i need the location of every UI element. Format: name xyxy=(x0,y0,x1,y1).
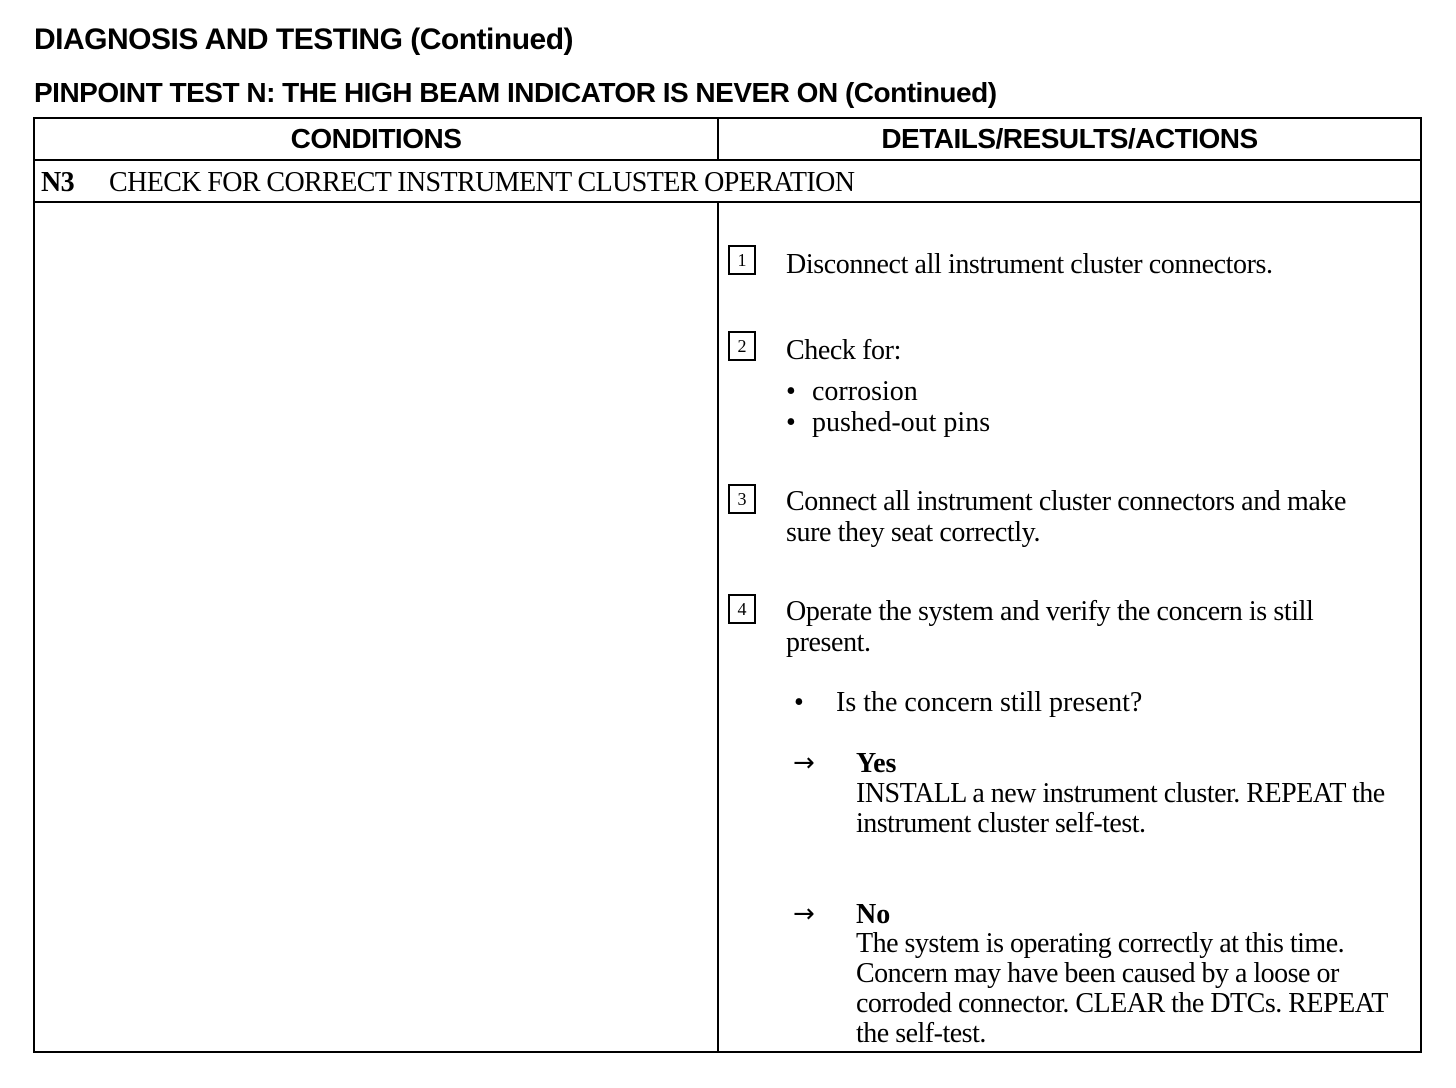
action-4-text: Operate the system and verify the concern is still present. xyxy=(786,596,1314,658)
step-number-box-2: 2 xyxy=(728,331,756,361)
step-number-box-1: 1 xyxy=(728,245,756,275)
conditions-column-header: CONDITIONS xyxy=(290,123,462,154)
section-heading: DIAGNOSIS AND TESTING (Continued) xyxy=(34,23,574,56)
yes-result-label: Yes xyxy=(856,748,897,779)
question-list xyxy=(794,687,1354,718)
step-id: N3 xyxy=(41,167,75,198)
no-arrow-icon: → xyxy=(793,899,815,929)
header-row-divider xyxy=(35,159,1420,161)
question-text: • Is the concern still present? xyxy=(794,687,1354,718)
step-number-box-3: 3 xyxy=(728,484,756,514)
action-2-bullet-list xyxy=(786,376,1386,438)
no-result-label: No xyxy=(856,899,891,930)
step-title-row xyxy=(41,164,854,202)
action-3-text: Connect all instrument cluster connectors and make sure they seat correctly. xyxy=(786,486,1347,548)
bullet-item: • pushed-out pins xyxy=(786,407,1386,438)
bullet-item: • corrosion xyxy=(786,376,1386,407)
action-2-text: Check for: xyxy=(786,335,901,366)
actions-column-header: DETAILS/RESULTS/ACTIONS xyxy=(881,123,1258,154)
action-1-text: Disconnect all instrument cluster connectors. xyxy=(786,249,1273,280)
step-title: CHECK FOR CORRECT INSTRUMENT CLUSTER OPERATION xyxy=(109,167,855,198)
pinpoint-test-heading: PINPOINT TEST N: THE HIGH BEAM INDICATOR IS NEVER ON (Continued) xyxy=(34,77,997,108)
no-result-text: The system is operating correctly at this time. Concern may have been caused by a loose or corroded connector. CLEAR the DTCs. REPEAT the self-test. xyxy=(856,928,1388,1049)
pinpoint-test-table xyxy=(33,117,1422,1053)
yes-result-text: INSTALL a new instrument cluster. REPEAT the instrument cluster self-test. xyxy=(856,778,1385,839)
step-number-box-4: 4 xyxy=(728,594,756,624)
header-column-divider xyxy=(717,119,719,159)
body-column-divider xyxy=(717,203,719,1051)
yes-arrow-icon: → xyxy=(793,748,815,778)
